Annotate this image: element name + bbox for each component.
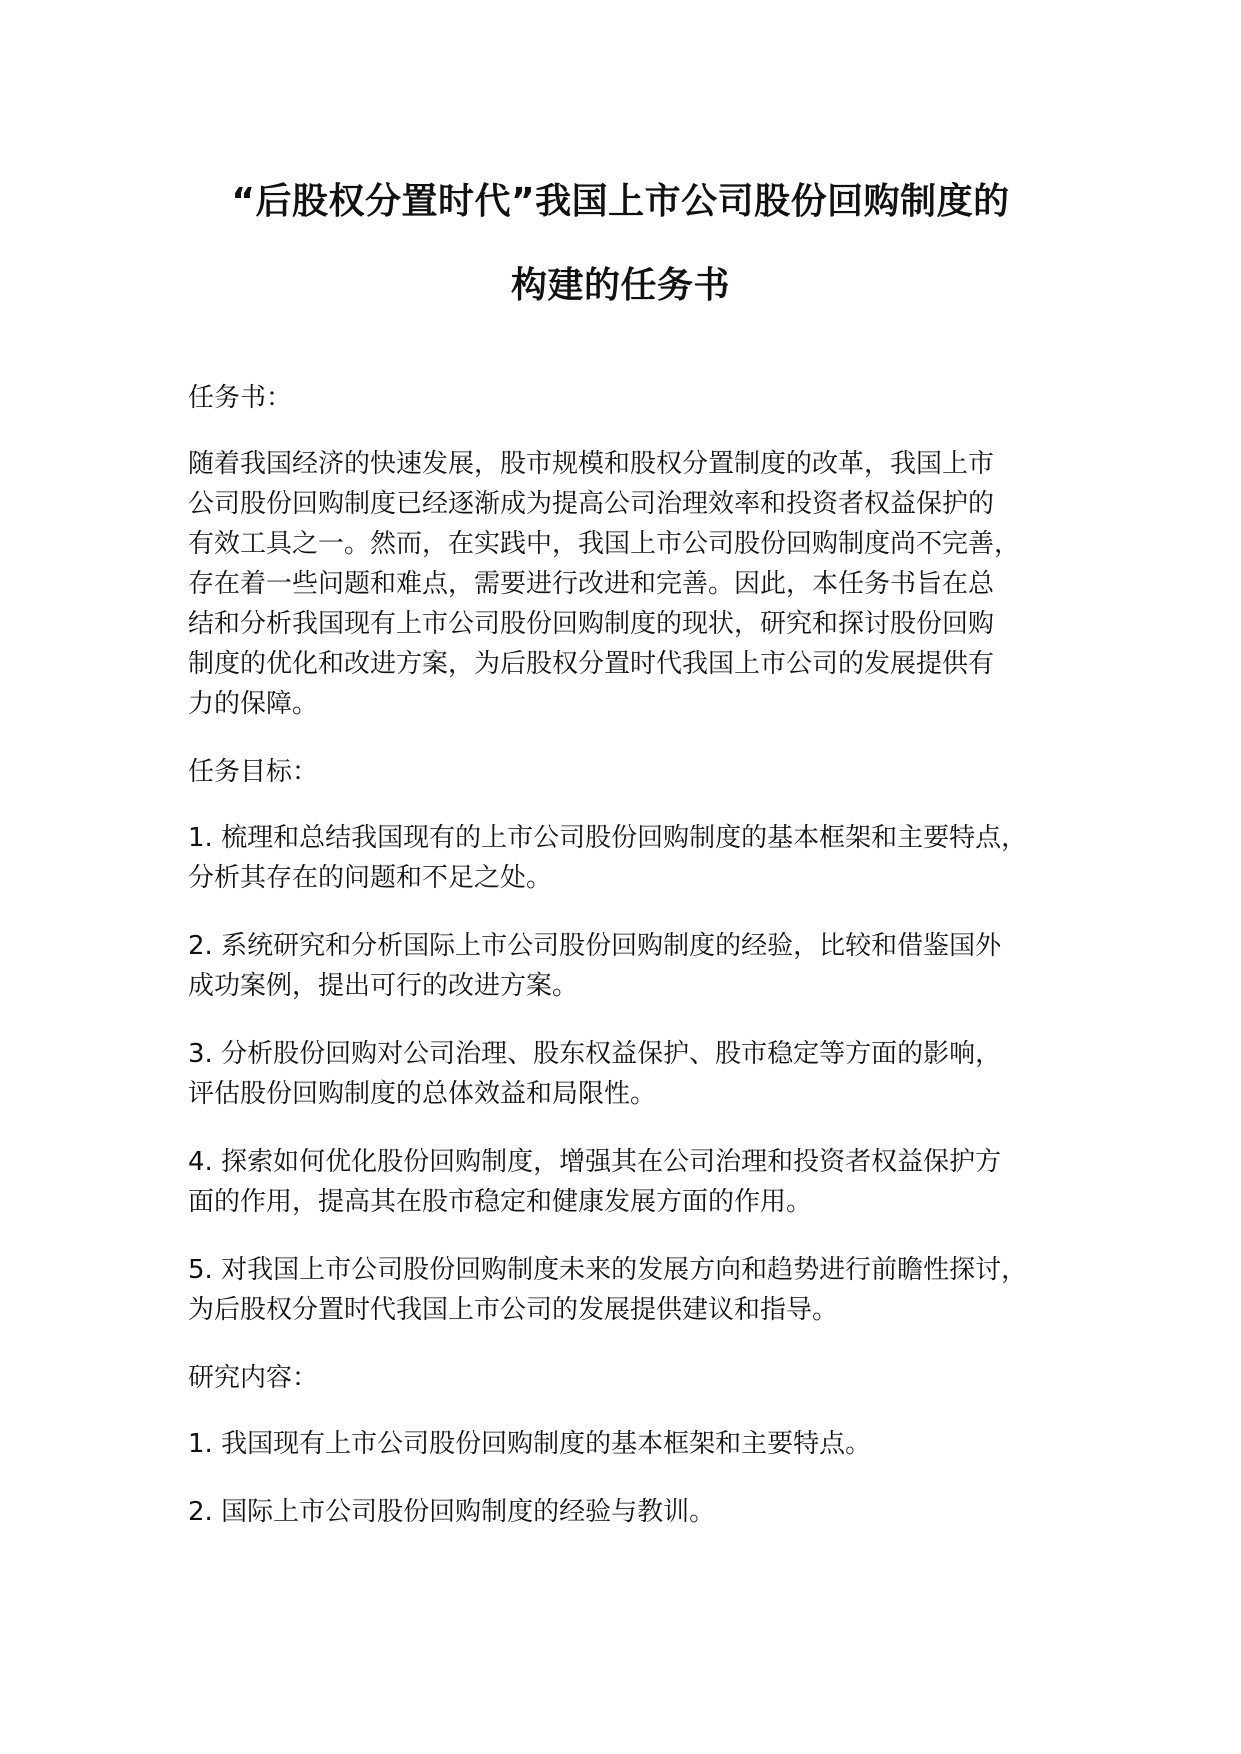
research-item <box>188 1492 1078 1532</box>
goal-line: 4. 探索如何优化股份回购制度，增强其在公司治理和投资者权益保护方 <box>188 1147 1002 1177</box>
research-item <box>188 1424 1078 1464</box>
goal-item <box>188 1142 1078 1222</box>
goal-line: 5. 对我国上市公司股份回购制度未来的发展方向和趋势进行前瞻性探讨， <box>188 1255 1028 1285</box>
goal-item <box>188 818 1078 898</box>
task-book-label: 任务书： <box>188 383 293 413</box>
goal-line: 面的作用，提高其在股市稳定和健康发展方面的作用。 <box>188 1187 813 1217</box>
intro-line: 力的保障。 <box>188 689 319 719</box>
goals-label: 任务目标： <box>188 757 319 787</box>
intro-line: 随着我国经济的快速发展，股市规模和股权分置制度的改革，我国上市 <box>188 449 995 479</box>
document-body <box>188 378 1078 1560</box>
goal-item <box>188 1034 1078 1114</box>
goal-line: 1. 梳理和总结我国现有的上市公司股份回购制度的基本框架和主要特点， <box>188 823 1028 853</box>
intro-line: 有效工具之一。然而，在实践中，我国上市公司股份回购制度尚不完善， <box>188 529 1021 559</box>
goal-line: 3. 分析股份回购对公司治理、股东权益保护、股市稳定等方面的影响， <box>188 1039 1002 1069</box>
document-title-line-2: 构建的任务书 <box>510 265 730 306</box>
intro-line: 制度的优化和改进方案，为后股权分置时代我国上市公司的发展提供有 <box>188 649 995 679</box>
document-title-line-1: “后股权分置时代”我国上市公司股份回购制度的 <box>231 181 1010 222</box>
research-line: 1. 我国现有上市公司股份回购制度的基本框架和主要特点。 <box>188 1429 872 1459</box>
research-label: 研究内容： <box>188 1363 319 1393</box>
research-line: 2. 国际上市公司股份回购制度的经验与教训。 <box>188 1497 716 1527</box>
intro-line: 结和分析我国现有上市公司股份回购制度的现状，研究和探讨股份回购 <box>188 609 995 639</box>
goal-line: 评估股份回购制度的总体效益和局限性。 <box>188 1079 657 1109</box>
goal-line: 2. 系统研究和分析国际上市公司股份回购制度的经验，比较和借鉴国外 <box>188 931 1002 961</box>
goal-item <box>188 1250 1078 1330</box>
goal-item <box>188 926 1078 1006</box>
intro-line: 存在着一些问题和难点，需要进行改进和完善。因此，本任务书旨在总 <box>188 569 995 599</box>
goal-line: 为后股权分置时代我国上市公司的发展提供建议和指导。 <box>188 1295 839 1325</box>
intro-paragraph <box>188 444 1078 724</box>
goal-line: 成功案例，提出可行的改进方案。 <box>188 971 579 1001</box>
goal-line: 分析其存在的问题和不足之处。 <box>188 863 553 893</box>
intro-line: 公司股份回购制度已经逐渐成为提高公司治理效率和投资者权益保护的 <box>188 489 995 519</box>
